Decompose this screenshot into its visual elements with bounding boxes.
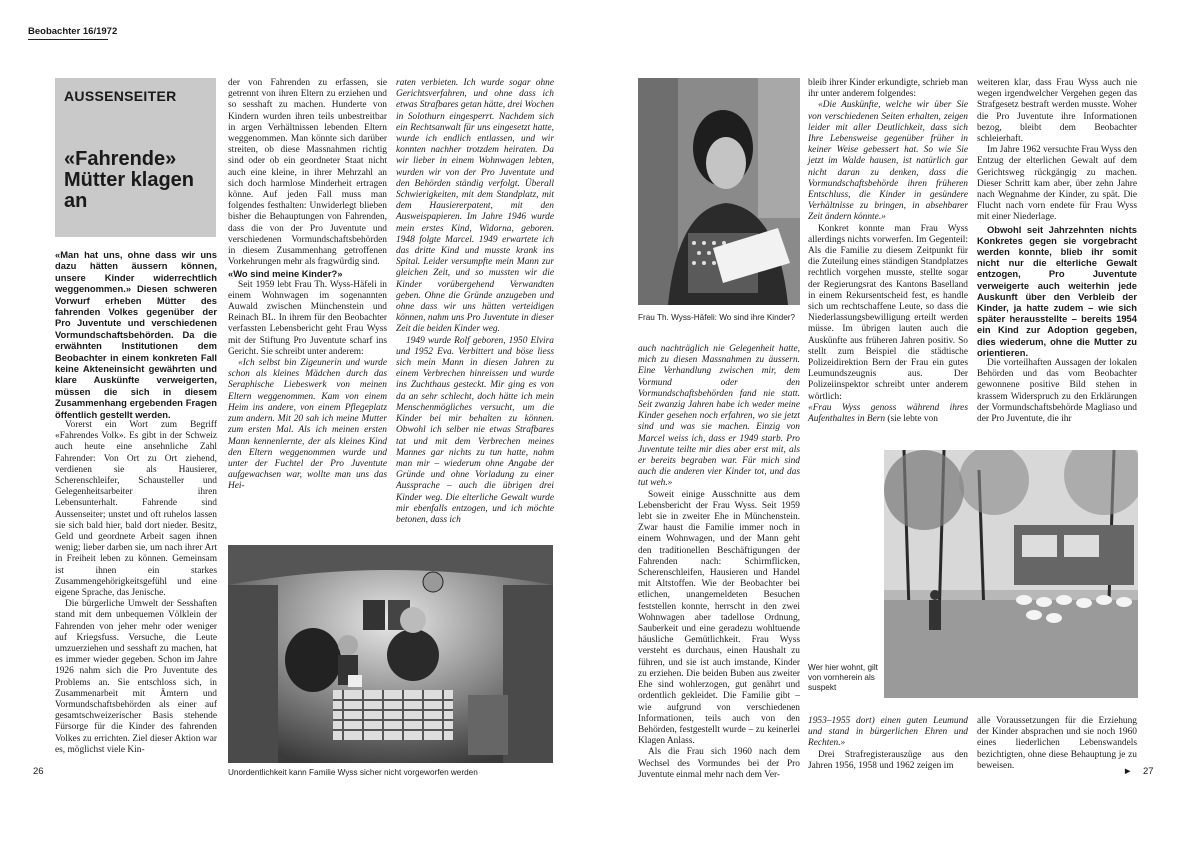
article-title: «Fahrende» Mütter klagen an bbox=[64, 148, 195, 212]
column-5 bbox=[808, 78, 968, 425]
outdoor-image bbox=[884, 450, 1138, 698]
header-rule bbox=[28, 39, 108, 40]
article-kicker: AUSSENSEITER bbox=[64, 88, 177, 104]
col1-paragraph-1: Vorerst ein Wort zum Begriff «Fahrendes Volk». Es gibt in der Schweiz auch heute eine ansehnliche Zahl Fahrender: Von Ort zu Ort ziehend, verdienen sie als Hausierer, Scherenschleifer, Schausteller und Gelegenheitsarbeiter ihren Lebensunterhalt. Fahrende sind Aussenseiter; unstet und oft ruhelos lassen sie sich bald hier, bald dort nieder. Besitz, Geld und geordnete Arbeit sagen ihnen wenig; lieber darben sie, um nach ihrer Art in Freiheit leben zu können. Gemeinsam ist ihnen ein starkes Zusammengehörigkeitsgefühl und eine eigene Sprache, das Jenische. bbox=[55, 420, 217, 599]
caravan-interior-photo bbox=[228, 545, 553, 763]
col4-paragraph-2: Als die Frau sich 1960 nach dem Wechsel des Vormundes bei der Pro Juventute einmal mehr nach dem Ver- bbox=[638, 747, 800, 780]
col4-paragraph-1: Soweit einige Ausschnitte aus dem Lebensbericht der Frau Wyss. Seit 1959 lebt sie in zweiter Ehe in Münchenstein. Zwar haust die Familie immer noch in einem Wohnwagen, und der Mann geht den traditionellen Beschäftigungen der Fahrenden nach: Schirmflicken, Scherenschleifen, Hausieren und Handel mit Altstoffen. Wie der Beobachter bei etlichen, unangemeldeten Besuchen feststellen konnte, herrscht in den zwei Wohnwagen aber tadellose Ordnung, Sauberkeit und eine geradezu wohltuende häusliche Gemütlichkeit. Frau Wyss versteht es durchaus, einen Haushalt zu führen, und sie ist auch imstande, Kinder zu erziehen. Die beiden Buben aus zweiter Ehe sind wohlerzogen, gut genährt und ordentlich gekleidet. Die Familie gibt – wie aufgrund von verschiedenen Informationen, teils auch von den Behörden, festgestellt wurde – zu keinerlei Klagen Anlass. bbox=[638, 489, 800, 747]
col5-quote-2: «Frau Wyss genoss während ihres Aufenthaltes in Bern bbox=[808, 402, 968, 425]
col3-quote-2: 1949 wurde Rolf geboren, 1950 Elvira und 1952 Eva. Verbittert und böse liess sich mein Mann in diesen Jahren zu einem Verbrechen hinreissen und wurde ins Zuchthaus gesteckt. Mir ging es von da an sehr schlecht, doch hätte ich mein Menschenmögliches versucht, um die Kinder bei mir behalten zu können. Obwohl ich selber nie etwas Strafbares tat und mit dem Verbrechen meines Mannes gar nichts zu tun hatte, nahm man mir – wiederum ohne Angabe der Gründe und ohne Vorladung zu einer Aussprache – auch die übrigen drei Kinder weg. Die elterliche Gewalt wurde mir ebenfalls entzogen, und ich möchte betonen, dass ich bbox=[396, 335, 554, 525]
caravan-interior-image bbox=[228, 545, 553, 763]
column-2 bbox=[228, 78, 387, 493]
col5-bottom-paragraph: Drei Strafregisterauszüge aus den Jahren 1956, 1958 und 1962 zeigen im bbox=[808, 749, 968, 771]
portrait-photo bbox=[638, 78, 800, 305]
col5-tail: (sie lebte von bbox=[887, 414, 938, 425]
col2-subhead: «Wo sind meine Kinder?» bbox=[228, 268, 343, 280]
column-4 bbox=[638, 344, 800, 781]
col5-bottom-quote: 1953–1955 dort) einen guten Leumund und stand in bürgerlichen Ehren und Rechten.» bbox=[808, 716, 968, 749]
portrait-image bbox=[638, 78, 800, 305]
col6-paragraph-3: Die vorteilhaften Aussagen der lokalen Behörden und das vom Beobachter gewonnene positive Bild stehen in krassem Widerspruch zu den Erklärungen der Vormundschaftsbehörde Magliaso und der Pro Juventute, die ihr bbox=[977, 358, 1137, 425]
outdoor-photo bbox=[884, 450, 1138, 698]
article-lead: «Man hat uns, ohne dass wir uns dazu hätten äussern können, unsere Kinder widerrechtlich weggenommen.» Diesen schweren Vorwurf erheben Mütter des fahrenden Volkes gegenüber der Pro Juventute und verschiedenen Vormundschaftsbehörden. Da die erwähnten Institutionen dem Beobachter in einem konkreten Fall keine Akteneinsicht gewährten und klare Auskünfte verweigerten, müssen die sich in diesem Zusammenhang ergebenden Fragen öffentlich gestellt werden. bbox=[55, 249, 217, 420]
col2-quote: «Ich selbst bin Zigeunerin und wurde schon als kleines Mädchen durch das Seraphische Liebeswerk von meinen Eltern weggenommen. Kam von einem Heim ins andere, von einem Pflegeplatz zum andern. Mit 20 sah ich meine Mutter zum ersten Mal. Als ich meinen ersten Mann kennenlernte, der als kleines Kind den Eltern weggenommen wurde und unter der Fuchtel der Pro Juventute aufgewachsen war, wollte man uns das Hei- bbox=[228, 358, 387, 492]
col5-quote: «Die Auskünfte, welche wir über Sie von verschiedenen Seiten erhalten, zeigen leider mit aller Deutlichkeit, dass sich Ihre Lebensweise gegenüber früher in keiner Weise gebessert hat. So wie Sie jetzt im Walde hausen, ist natürlich gar nicht daran zu denken, dass die Vormundschaftsbehörde ihren früheren Entschluss, die Kinder in gesündere Verhältnisse zu bringen, in absehbarer Zeit ändern könnte.» bbox=[808, 100, 968, 223]
col6-bold-paragraph: Obwohl seit Jahrzehnten nichts Konkretes gegen sie vorgebracht werden konnte, blieb ihr somit nicht nur die elterliche Gewalt entzogen, Pro Juventute verweigerte auch weiterhin jede Auskunft über den Verbleib der Kinder, ja hatte zudem – wie sich später herausstellte – bereits 1954 ein Kind zur Adoption gegeben, dies wiederum, ohne die Mutter zu orientieren. bbox=[977, 223, 1137, 358]
col5-paragraph-1: bleib ihrer Kinder erkundigte, schrieb man ihr unter anderem folgendes: bbox=[808, 78, 968, 100]
col4-quote: auch nachträglich nie Gelegenheit hatte, mich zu diesen Massnahmen zu äussern. Eine Verhandlung zwischen mir, dem Vormund oder den Vormundschaftsbehörden fand nie statt. Seit zwanzig Jahren habe ich weder meine Kinder gesehen noch erfahren, wo sie jetzt sind und was sie machen. Einzig von Marcel weiss ich, dass er 1949 starb. Pro Juventute teilte mir dies aber erst mit, als er bereits begraben war. Für mich sind auch die anderen vier Kinder tot, und das tut weh.» bbox=[638, 344, 800, 489]
col3-quote-1: raten verbieten. Ich wurde sogar ohne Gerichtsverfahren, und ohne dass ich etwas Strafbares getan hätte, drei Wochen in Solothurn eingesperrt. Nachdem sich ein Rechtsanwalt für uns eingesetzt hatte, wurde ich endlich entlassen, und wir konnten nachher trotzdem heiraten. Da wir lieber in einem Wohnwagen lebten, wurden wir von der Pro Juventute und den Behörden ständig verfolgt. Überall Schwierigkeiten, mit dem Standplatz, mit dem Hausiererpatent, mit den Ausweispapieren. Im Jahre 1946 wurde mein erstes Kind, Widorna, geboren. 1948 folgte Marcel. 1949 erwartete ich das dritte Kind und musste krank ins Spital. Leider versumpfte mein Mann zur gleichen Zeit, und so mussten wir die Kinder vorübergehend Verwandten geben. Ohne die Gründe anzugeben und ohne dass wir uns hätten verteidigen können, nahm uns Pro Juventute in dieser Zeit die beiden Kinder weg. bbox=[396, 78, 554, 335]
title-box bbox=[55, 78, 216, 237]
column-6-bottom bbox=[977, 716, 1137, 772]
page-number-left: 26 bbox=[33, 766, 44, 777]
column-6 bbox=[977, 78, 1137, 425]
continue-arrow-icon: ► bbox=[1123, 766, 1133, 777]
portrait-caption: Frau Th. Wyss-Häfeli: Wo sind ihre Kinder? bbox=[638, 313, 796, 322]
col2-paragraph-2: Seit 1959 lebt Frau Th. Wyss-Häfeli in einem Wohnwagen im sogenannten Auwald zwischen Münchenstein und Reinach BL. In ihrem für den Beobachter verfassten Lebensbericht geht Frau Wyss mit der Stiftung Pro Juventute scharf ins Gericht. Sie schreibt unter anderem: bbox=[228, 279, 387, 357]
col2-paragraph-1: der von Fahrenden zu erfassen, sie getrennt von ihren Eltern zu erziehen und so sesshaft zu machen. Hunderte von Kindern wurden ihren teils unbestreitbar in argen Verhältnissen lebenden Eltern weggenommen. Man könnte sich darüber streiten, ob diese Massnahmen richtig sind oder ob ein geordneter Staat nicht auch eine kleine, in ihrer Mehrzahl an sich doch harmlose Minderheit ertragen könne. Auf jeden Fall muss man folgendes festhalten: Unwiderlegt blieben bisher die Behauptungen von Fahrenden, dass die von der Pro Juventute und verschiedenen Vormundschaftsbehörden in diesem Zusammenhang getroffenen Vorkehrungen mehr als fragwürdig sind. bbox=[228, 78, 387, 268]
col6-bottom-paragraph: alle Voraussetzungen für die Erziehung der Kinder absprachen und sie noch 1960 eines liederlichen Lebenswandels bezichtigten, ohne diese Behauptung je zu beweisen. bbox=[977, 716, 1137, 771]
outdoor-caption: Wer hier wohnt, gilt von vornherein als suspekt bbox=[808, 663, 878, 692]
col6-paragraph-1: weiteren klar, dass Frau Wyss auch nie wegen irgendwelcher Vergehen gegen das Strafgesetz bestraft werden musste. Woher die Pro Juventute ihre Informationen bezog, bleibt dem Beobachter schleierhaft. bbox=[977, 78, 1137, 145]
caravan-interior-caption: Unordentlichkeit kann Familie Wyss sicher nicht vorgeworfen werden bbox=[228, 768, 478, 777]
col1-paragraph-2: Die bürgerliche Umwelt der Sesshaften stand mit dem unbequemen Völklein der Fahrenden von jeher mehr oder weniger auf Kriegsfuss. Versuche, die Leute umzuerziehen und sesshaft zu machen, hat es immer wieder gegeben. Schon im Jahre 1926 nahm sich die Pro Juventute des Problems an. Sie entschloss sich, in Zusammenarbeit mit Ämtern und Vormundschaftsbehörden als einer auf gesamtschweizerischer Basis stehende Fürsorge für die Kinder des fahrenden Volkes zu errichten. Ziel dieser Aktion war es, möglichst viele Kin- bbox=[55, 599, 217, 755]
column-5-bottom bbox=[808, 716, 968, 772]
col5-paragraph-2: Konkret konnte man Frau Wyss allerdings nichts vorwerfen. Im Gegenteil: Als die Familie zu diesem Zeitpunkt für die Zuteilung eines ständigen Standplatzes rechtlich vorgehen musste, stellte sogar der Regierungsrat des Kantons Baselland in einem Rekursentscheid fest, es handle sich um rechtschaffene Leute, so dass die Niederlassungsbewilligung erteilt werden müsse. Im übrigen lauten auch die Auskünfte aus früheren Jahren positiv. So stellt zum Beispiel die städtische Polizeidirektion Bern der Frau ein gutes Leumundszeugnis aus. Der Polizeiinspektor schreibt unter anderem wörtlich: bbox=[808, 223, 968, 402]
publication-header: Beobachter 16/1972 bbox=[28, 26, 118, 37]
column-3 bbox=[396, 78, 554, 526]
column-1 bbox=[55, 420, 217, 756]
page-number-right: 27 bbox=[1143, 766, 1154, 777]
col6-paragraph-2: Im Jahre 1962 versuchte Frau Wyss den Entzug der elterlichen Gewalt auf dem Gerichtsweg rückgängig zu machen. Dieser Schritt kam aber, über zehn Jahre nach Wegnahme der Kinder, zu spät. Die Flucht nach vorn endete für Frau Wyss mit einer Niederlage. bbox=[977, 145, 1137, 223]
